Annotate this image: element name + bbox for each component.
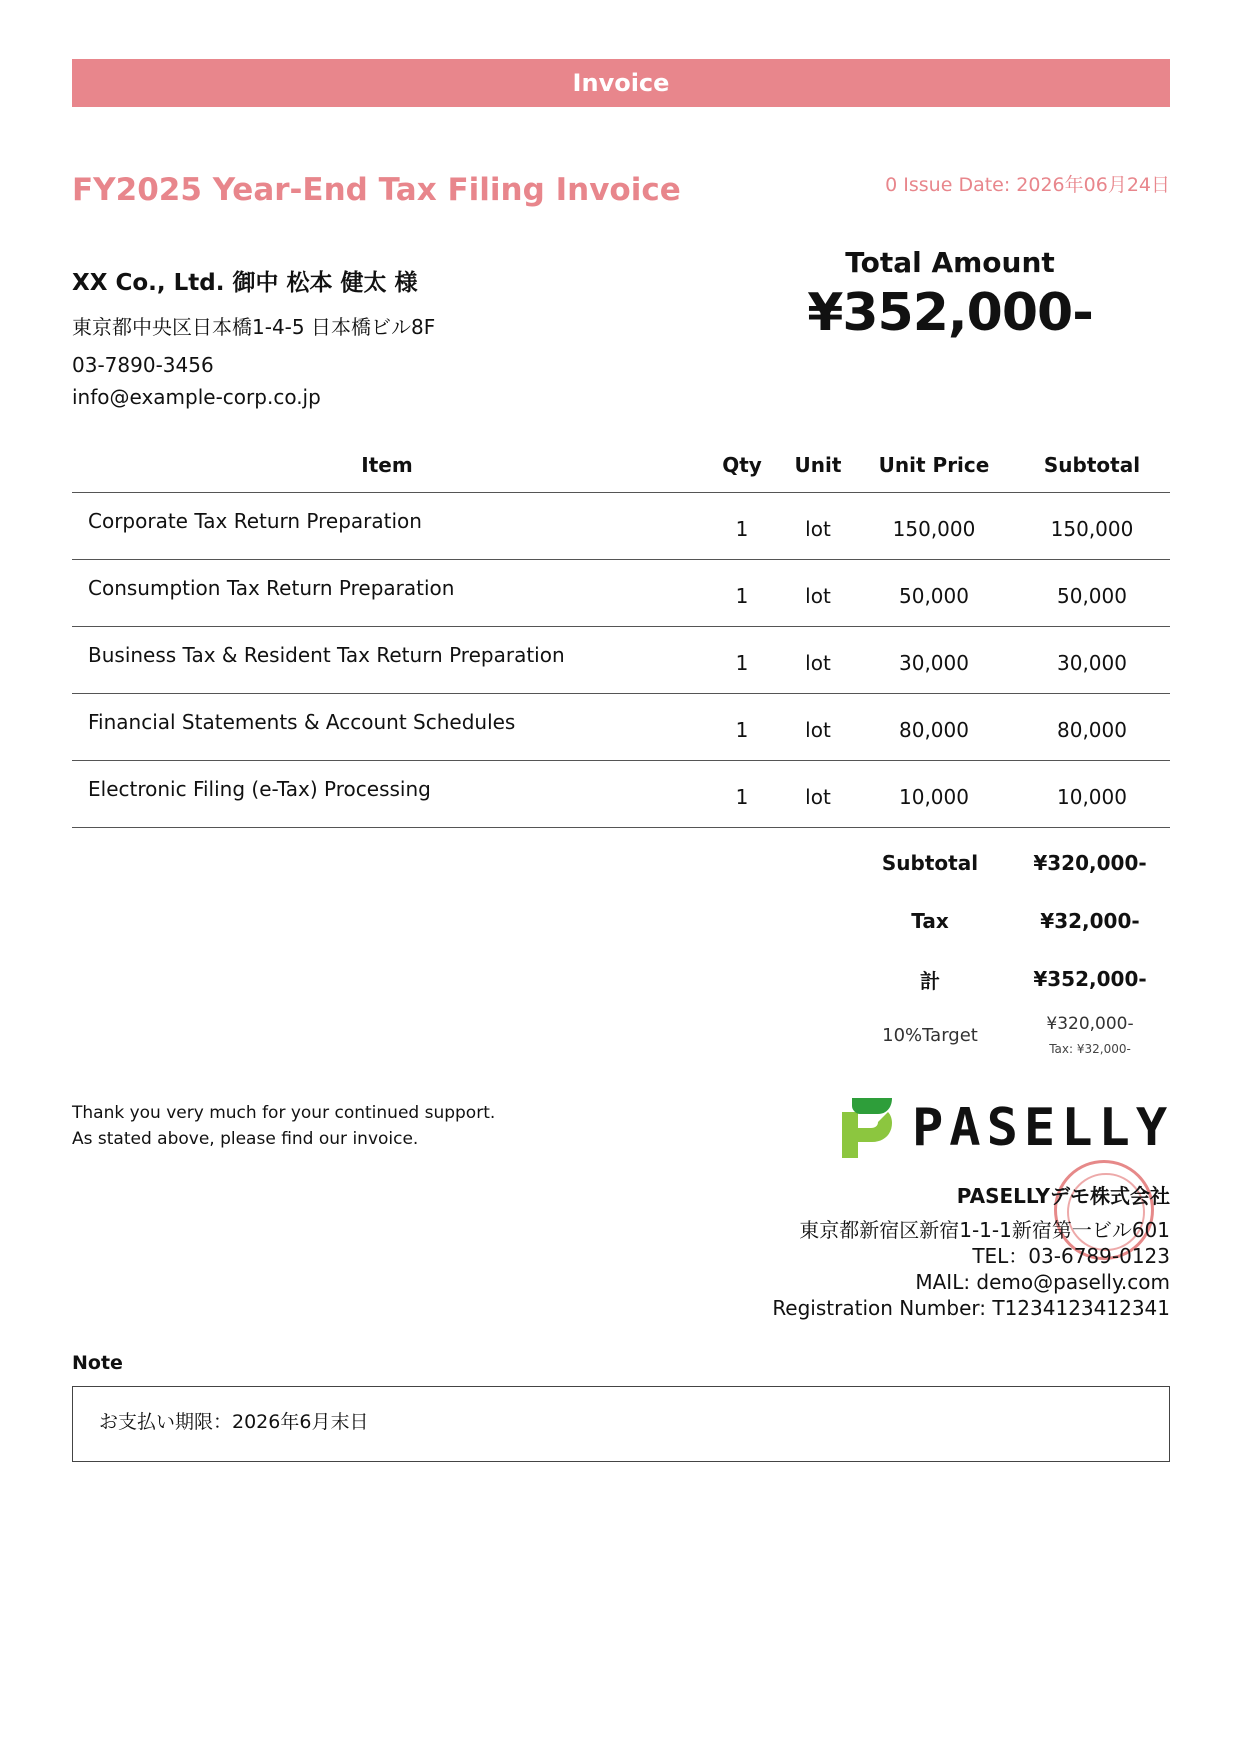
row-unit: lot xyxy=(782,693,854,760)
header-item: Item xyxy=(72,438,702,492)
client-phone: 03-7890-3456 xyxy=(72,353,214,377)
row-unit: lot xyxy=(782,760,854,827)
client-block xyxy=(72,264,435,413)
client-address: 東京都中央区日本橋1-4-5 日本橋ビル8F xyxy=(72,315,436,339)
row-unit: lot xyxy=(782,492,854,559)
row-subtotal: 80,000 xyxy=(1014,693,1170,760)
table-row xyxy=(72,492,1170,559)
note-content: お支払い期限：2026年6月末日 xyxy=(99,1411,369,1433)
target-values xyxy=(1010,1014,1170,1056)
company-tel: TEL：03-6789-0123 xyxy=(972,1244,1170,1268)
row-unit-price: 80,000 xyxy=(854,693,1014,760)
issue-number: 0 xyxy=(885,174,898,196)
row-unit: lot xyxy=(782,626,854,693)
client-name: XX Co., Ltd. 御中 松本 健太 様 xyxy=(72,270,418,296)
client-email: info@example-corp.co.jp xyxy=(72,385,321,409)
table-row xyxy=(72,760,1170,827)
table-row xyxy=(72,559,1170,626)
summary-block xyxy=(850,834,1170,1056)
company-name: PASELLYデモ株式会社 xyxy=(956,1184,1170,1208)
company-mail: MAIL: demo@paselly.com xyxy=(915,1270,1170,1294)
summary-tax-label: Tax xyxy=(911,909,949,933)
summary-tax-value: ¥32,000- xyxy=(1040,909,1140,933)
header-subtotal: Subtotal xyxy=(1014,438,1170,492)
row-item: Electronic Filing (e-Tax) Processing xyxy=(72,760,702,827)
issue-date: Issue Date: 2026年06月24日 xyxy=(903,174,1170,196)
logo-wordmark: PASELLY xyxy=(912,1098,1174,1158)
row-subtotal: 150,000 xyxy=(1014,492,1170,559)
row-unit-price: 30,000 xyxy=(854,626,1014,693)
document-title: FY2025 Year-End Tax Filing Invoice xyxy=(72,172,681,208)
thanks-line-1: Thank you very much for your continued support. xyxy=(72,1103,496,1123)
row-subtotal: 50,000 xyxy=(1014,559,1170,626)
row-unit-price: 10,000 xyxy=(854,760,1014,827)
row-qty: 1 xyxy=(702,693,782,760)
paselly-mark-icon xyxy=(838,1098,894,1158)
items-table xyxy=(72,438,1170,828)
table-row xyxy=(72,626,1170,693)
header-unit-price: Unit Price xyxy=(854,438,1014,492)
summary-total-value: ¥352,000- xyxy=(1033,967,1147,991)
row-subtotal: 10,000 xyxy=(1014,760,1170,827)
row-unit: lot xyxy=(782,559,854,626)
header-unit: Unit xyxy=(782,438,854,492)
row-item: Business Tax & Resident Tax Return Preparation xyxy=(72,626,702,693)
row-unit-price: 150,000 xyxy=(854,492,1014,559)
summary-subtotal-label: Subtotal xyxy=(881,851,979,875)
target-amount: ¥320,000- xyxy=(1046,1014,1134,1034)
total-amount-value: ¥352,000- xyxy=(807,283,1093,343)
row-item: Consumption Tax Return Preparation xyxy=(72,559,702,626)
invoice-banner: Invoice xyxy=(72,59,1170,107)
issue-info xyxy=(879,170,1170,197)
summary-tax-row xyxy=(850,892,1170,950)
header-qty: Qty xyxy=(702,438,782,492)
note-box xyxy=(72,1386,1170,1462)
row-qty: 1 xyxy=(702,559,782,626)
summary-total-row xyxy=(850,950,1170,1008)
summary-subtotal-value: ¥320,000- xyxy=(1033,851,1147,875)
summary-subtotal-row xyxy=(850,834,1170,892)
row-subtotal: 30,000 xyxy=(1014,626,1170,693)
company-address: 東京都新宿区新宿1-1-1新宿第一ビル601 xyxy=(799,1218,1170,1242)
row-qty: 1 xyxy=(702,492,782,559)
total-amount-block xyxy=(790,246,1110,343)
row-qty: 1 xyxy=(702,626,782,693)
table-header-row xyxy=(72,438,1170,492)
row-qty: 1 xyxy=(702,760,782,827)
row-unit-price: 50,000 xyxy=(854,559,1014,626)
row-item: Financial Statements & Account Schedules xyxy=(72,693,702,760)
note-label: Note xyxy=(72,1352,123,1374)
table-row xyxy=(72,693,1170,760)
target-tax: Tax: ¥32,000- xyxy=(1049,1042,1131,1056)
company-registration: Registration Number: T1234123412341 xyxy=(772,1296,1170,1320)
summary-total-label: 計 xyxy=(920,968,940,993)
total-amount-label: Total Amount xyxy=(845,246,1055,279)
company-logo xyxy=(838,1098,1173,1158)
thanks-line-2: As stated above, please find our invoice. xyxy=(72,1129,419,1149)
row-item: Corporate Tax Return Preparation xyxy=(72,492,702,559)
summary-target-row xyxy=(850,1014,1170,1056)
thanks-message xyxy=(72,1100,495,1152)
company-block xyxy=(772,1180,1170,1321)
target-label: 10%Target xyxy=(882,1024,978,1046)
